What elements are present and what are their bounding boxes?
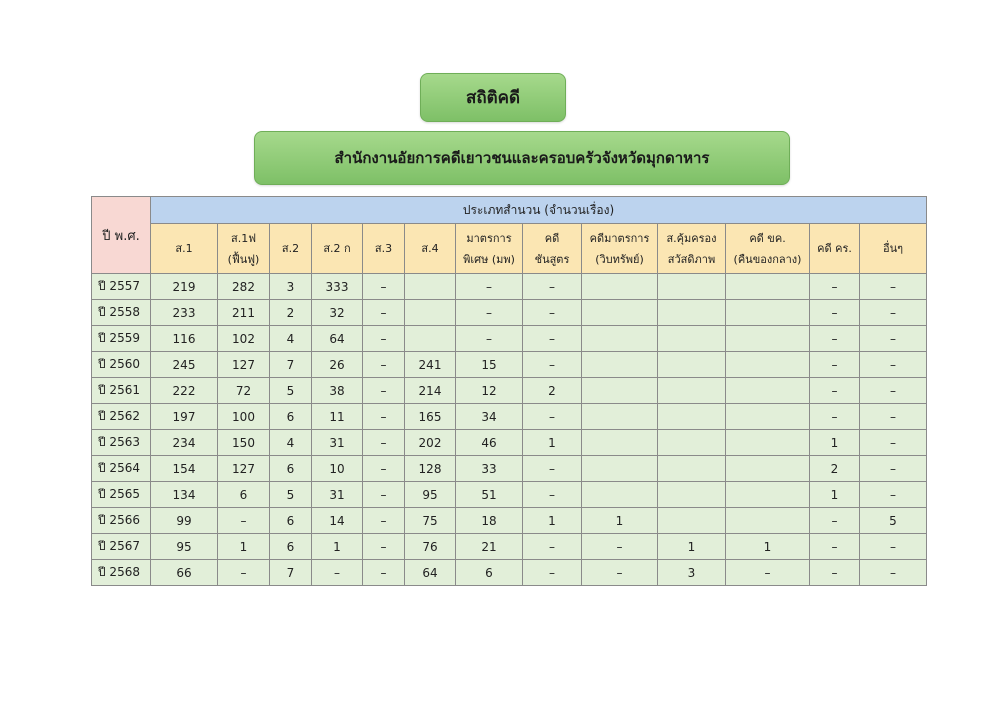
year-header: ปี พ.ศ. xyxy=(92,197,151,274)
table-cell xyxy=(726,430,810,456)
table-row xyxy=(92,404,927,430)
table-cell xyxy=(726,352,810,378)
table-row xyxy=(92,560,927,586)
table-cell xyxy=(582,456,658,482)
table-cell: 102 xyxy=(218,326,270,352)
table-cell: 6 xyxy=(270,456,312,482)
table-cell: – xyxy=(363,508,405,534)
table-cell: 33 xyxy=(456,456,523,482)
table-cell: 31 xyxy=(312,430,363,456)
table-cell: 5 xyxy=(860,508,927,534)
table-cell: – xyxy=(363,534,405,560)
column-header-line1: ส.1 xyxy=(175,242,193,255)
year-cell: ปี 2561 xyxy=(92,378,151,404)
table-cell: 197 xyxy=(151,404,218,430)
column-header-line2: พิเศษ (มพ) xyxy=(463,252,515,266)
table-row xyxy=(92,378,927,404)
case-type-header: ประเภทสำนวน (จำนวนเรื่อง) xyxy=(151,197,927,224)
table-cell: 95 xyxy=(405,482,456,508)
table-cell: 66 xyxy=(151,560,218,586)
column-header-line1: ส.3 xyxy=(374,242,393,255)
table-cell: – xyxy=(312,560,363,586)
table-cell: 5 xyxy=(270,378,312,404)
table-cell: 1 xyxy=(810,430,860,456)
column-header xyxy=(658,224,726,274)
table-cell: – xyxy=(860,430,927,456)
table-cell: 72 xyxy=(218,378,270,404)
table-cell: – xyxy=(860,560,927,586)
table-cell: 31 xyxy=(312,482,363,508)
year-cell: ปี 2558 xyxy=(92,300,151,326)
table-cell: 14 xyxy=(312,508,363,534)
column-header xyxy=(582,224,658,274)
table-cell: 134 xyxy=(151,482,218,508)
table-cell: – xyxy=(860,300,927,326)
table-cell xyxy=(405,274,456,300)
column-header xyxy=(363,224,405,274)
table-cell: 116 xyxy=(151,326,218,352)
table-cell: – xyxy=(363,326,405,352)
table-cell: – xyxy=(363,456,405,482)
table-cell xyxy=(658,352,726,378)
table-cell: 51 xyxy=(456,482,523,508)
year-cell: ปี 2557 xyxy=(92,274,151,300)
column-header xyxy=(523,224,582,274)
column-header xyxy=(151,224,218,274)
table-cell: – xyxy=(523,456,582,482)
table-cell: 11 xyxy=(312,404,363,430)
table-cell: 3 xyxy=(658,560,726,586)
table-row xyxy=(92,274,927,300)
table-cell: 1 xyxy=(658,534,726,560)
column-header-line1: อื่นๆ xyxy=(882,242,904,255)
table-cell: – xyxy=(810,508,860,534)
table-cell: 10 xyxy=(312,456,363,482)
table-cell: 100 xyxy=(218,404,270,430)
table-cell: 219 xyxy=(151,274,218,300)
table-cell: – xyxy=(363,300,405,326)
table-cell: – xyxy=(810,300,860,326)
column-header xyxy=(405,224,456,274)
table-cell: – xyxy=(810,352,860,378)
table-cell: – xyxy=(582,560,658,586)
table-cell: – xyxy=(523,274,582,300)
table-cell: – xyxy=(218,560,270,586)
table-cell xyxy=(726,508,810,534)
table-cell: 46 xyxy=(456,430,523,456)
table-cell: 1 xyxy=(312,534,363,560)
table-cell: – xyxy=(363,560,405,586)
table-cell: – xyxy=(456,326,523,352)
table-cell: – xyxy=(218,508,270,534)
year-cell: ปี 2563 xyxy=(92,430,151,456)
year-cell: ปี 2567 xyxy=(92,534,151,560)
table-cell: – xyxy=(810,560,860,586)
year-cell: ปี 2565 xyxy=(92,482,151,508)
year-cell: ปี 2560 xyxy=(92,352,151,378)
table-cell: – xyxy=(810,404,860,430)
table-cell: – xyxy=(456,274,523,300)
table-cell xyxy=(582,430,658,456)
table-cell xyxy=(405,300,456,326)
column-header-line1: ส.1ฟ xyxy=(231,231,256,245)
table-cell xyxy=(658,404,726,430)
table-cell: 282 xyxy=(218,274,270,300)
table-cell: 234 xyxy=(151,430,218,456)
table-row xyxy=(92,326,927,352)
table-row xyxy=(92,430,927,456)
table-cell: 1 xyxy=(523,430,582,456)
table-cell xyxy=(658,326,726,352)
table-row xyxy=(92,482,927,508)
table-cell: – xyxy=(523,560,582,586)
column-header-line1: ส.2 ก xyxy=(323,242,351,255)
column-header xyxy=(860,224,927,274)
table-cell xyxy=(582,300,658,326)
table-cell: 241 xyxy=(405,352,456,378)
table-cell: – xyxy=(860,404,927,430)
table-cell: 211 xyxy=(218,300,270,326)
table-cell: 127 xyxy=(218,352,270,378)
table-cell: 222 xyxy=(151,378,218,404)
column-header xyxy=(270,224,312,274)
table-cell: 233 xyxy=(151,300,218,326)
table-cell xyxy=(726,482,810,508)
table-cell: – xyxy=(860,378,927,404)
table-cell: 128 xyxy=(405,456,456,482)
table-cell: – xyxy=(363,274,405,300)
table-cell: 12 xyxy=(456,378,523,404)
table-cell: 214 xyxy=(405,378,456,404)
table-cell xyxy=(658,430,726,456)
table-cell: 7 xyxy=(270,352,312,378)
table-cell: – xyxy=(523,482,582,508)
table-cell xyxy=(726,404,810,430)
column-header-line1: ส.2 xyxy=(281,242,300,255)
table-cell xyxy=(658,482,726,508)
table-row xyxy=(92,534,927,560)
table-cell xyxy=(726,274,810,300)
table-cell: 1 xyxy=(810,482,860,508)
table-cell xyxy=(582,404,658,430)
table-cell: 75 xyxy=(405,508,456,534)
column-header-line2: สวัสดิภาพ xyxy=(667,252,716,266)
table-cell: 26 xyxy=(312,352,363,378)
table-cell: 6 xyxy=(456,560,523,586)
column-header xyxy=(726,224,810,274)
column-header-row xyxy=(92,224,927,274)
column-header-line1: ส.4 xyxy=(421,242,439,255)
table-cell xyxy=(405,326,456,352)
column-header-line1: คดีมาตรการ xyxy=(589,231,650,245)
table-cell: – xyxy=(860,482,927,508)
table-cell: 64 xyxy=(312,326,363,352)
table-cell: 64 xyxy=(405,560,456,586)
table-cell: – xyxy=(523,326,582,352)
table-cell xyxy=(726,326,810,352)
table-cell: 3 xyxy=(270,274,312,300)
table-cell xyxy=(582,378,658,404)
table-cell: – xyxy=(523,352,582,378)
table-cell: – xyxy=(726,560,810,586)
column-header-line1: มาตรการ xyxy=(466,231,512,245)
table-cell xyxy=(582,274,658,300)
year-cell: ปี 2564 xyxy=(92,456,151,482)
table-cell: 6 xyxy=(270,508,312,534)
table-cell: – xyxy=(810,378,860,404)
table-cell: – xyxy=(810,326,860,352)
table-cell: 1 xyxy=(582,508,658,534)
year-cell: ปี 2559 xyxy=(92,326,151,352)
table-cell: – xyxy=(523,404,582,430)
table-cell: 2 xyxy=(270,300,312,326)
table-cell xyxy=(726,378,810,404)
table-cell xyxy=(582,482,658,508)
table-cell: 7 xyxy=(270,560,312,586)
table-body xyxy=(92,274,927,586)
table-cell xyxy=(658,378,726,404)
table-cell: 15 xyxy=(456,352,523,378)
table-cell xyxy=(726,300,810,326)
column-header xyxy=(218,224,270,274)
table-cell: 6 xyxy=(270,404,312,430)
table-cell: 127 xyxy=(218,456,270,482)
table-cell: – xyxy=(860,352,927,378)
table-cell: 165 xyxy=(405,404,456,430)
table-cell: 202 xyxy=(405,430,456,456)
year-cell: ปี 2568 xyxy=(92,560,151,586)
column-header-line1: คดี xyxy=(544,231,560,245)
table-cell: – xyxy=(860,326,927,352)
table-cell: – xyxy=(810,534,860,560)
table-cell: 32 xyxy=(312,300,363,326)
table-cell: 21 xyxy=(456,534,523,560)
year-cell: ปี 2566 xyxy=(92,508,151,534)
table-cell: 154 xyxy=(151,456,218,482)
column-header xyxy=(456,224,523,274)
table-cell: 1 xyxy=(523,508,582,534)
table-cell: 6 xyxy=(218,482,270,508)
table-cell xyxy=(582,326,658,352)
table-cell: – xyxy=(523,300,582,326)
column-header-line1: ส.คุ้มครอง xyxy=(666,231,717,245)
table-cell xyxy=(658,300,726,326)
table-cell: 4 xyxy=(270,326,312,352)
table-cell: 4 xyxy=(270,430,312,456)
table-cell: 99 xyxy=(151,508,218,534)
statistics-table xyxy=(91,196,927,586)
column-header-line2: (คืนของกลาง) xyxy=(733,252,802,266)
table-cell: – xyxy=(363,352,405,378)
table-cell: 333 xyxy=(312,274,363,300)
table-cell: 1 xyxy=(218,534,270,560)
table-row xyxy=(92,300,927,326)
table-cell xyxy=(658,508,726,534)
column-header-line2: (ฟื้นฟู) xyxy=(227,252,260,266)
table-cell: – xyxy=(363,404,405,430)
table-cell: 34 xyxy=(456,404,523,430)
table-cell xyxy=(582,352,658,378)
table-cell: – xyxy=(363,482,405,508)
table-cell: – xyxy=(860,456,927,482)
table-cell: 150 xyxy=(218,430,270,456)
column-header-line2: (วิบทรัพย์) xyxy=(595,252,644,266)
table-cell xyxy=(658,274,726,300)
table-row xyxy=(92,456,927,482)
table-cell: 2 xyxy=(810,456,860,482)
table-cell: – xyxy=(810,274,860,300)
year-cell: ปี 2562 xyxy=(92,404,151,430)
page-subtitle: สำนักงานอัยการคดีเยาวชนและครอบครัวจังหวัดมุกดาหาร xyxy=(254,131,790,185)
table-cell: 245 xyxy=(151,352,218,378)
table-cell: 38 xyxy=(312,378,363,404)
table-cell: 1 xyxy=(726,534,810,560)
column-header-line1: คดี คร. xyxy=(817,242,852,255)
table-cell: 5 xyxy=(270,482,312,508)
page-title: สถิติคดี xyxy=(420,73,566,122)
table-cell: – xyxy=(523,534,582,560)
table-cell: – xyxy=(860,534,927,560)
table-cell xyxy=(658,456,726,482)
column-header-line2: ชันสูตร xyxy=(534,252,570,266)
table-cell: – xyxy=(456,300,523,326)
table-cell: 6 xyxy=(270,534,312,560)
table-cell: – xyxy=(363,378,405,404)
column-header xyxy=(312,224,363,274)
table-cell: – xyxy=(363,430,405,456)
table-cell: 95 xyxy=(151,534,218,560)
table-cell xyxy=(726,456,810,482)
column-header xyxy=(810,224,860,274)
table-cell: 18 xyxy=(456,508,523,534)
table-row xyxy=(92,508,927,534)
column-header-line1: คดี ขค. xyxy=(749,231,786,245)
table-cell: – xyxy=(582,534,658,560)
table-row xyxy=(92,352,927,378)
table-cell: 76 xyxy=(405,534,456,560)
table-cell: 2 xyxy=(523,378,582,404)
table-cell: – xyxy=(860,274,927,300)
